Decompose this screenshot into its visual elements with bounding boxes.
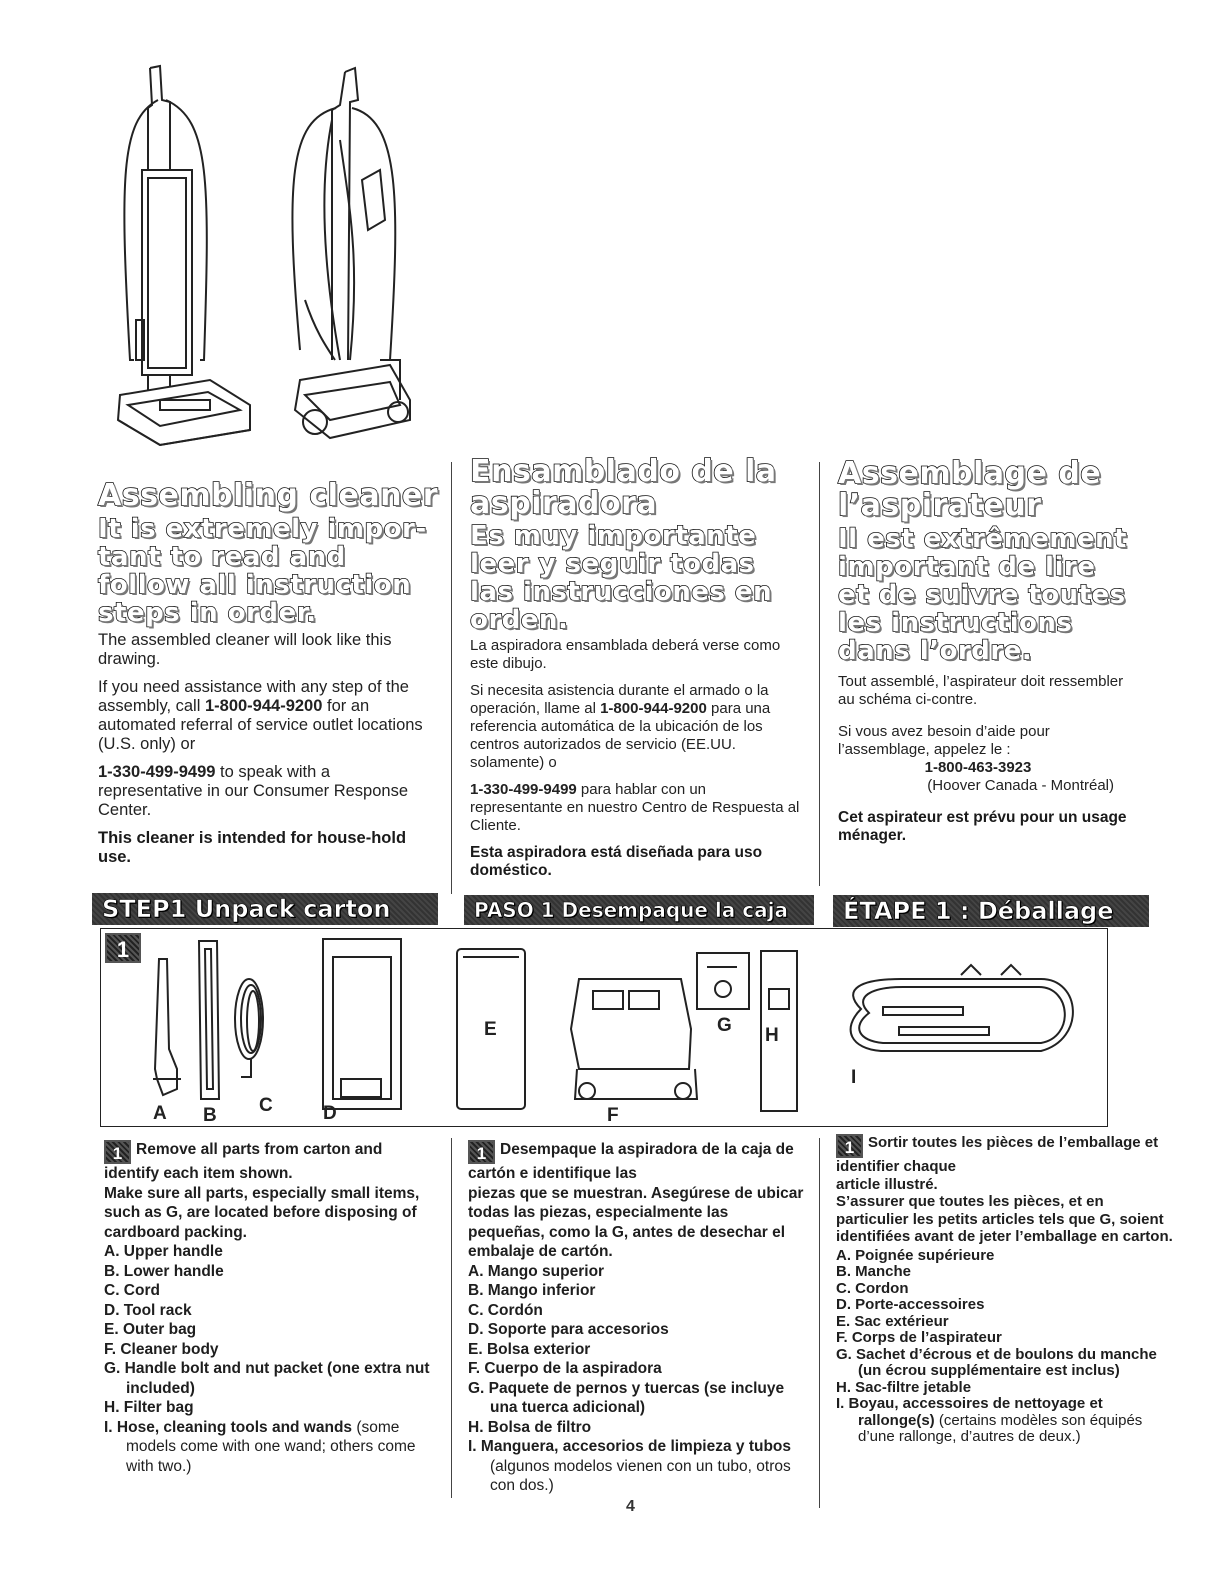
list-item: A. Mango superior <box>468 1262 605 1280</box>
step-1-body: S’assurer que toutes les pièces, et en particulier les petits articles tels que G, soient identifiées avant de jeter l’emballage en carton. <box>836 1193 1173 1245</box>
column-divider <box>451 1138 452 1498</box>
spanish-step-1 <box>468 1140 806 1496</box>
step-1-header-spanish: PASO 1 Desempaque la caja <box>464 895 814 925</box>
parts-list <box>104 1242 439 1476</box>
part-label-g: G <box>717 1015 732 1036</box>
spanish-intro <box>470 456 800 889</box>
english-paragraph: If you need assistance with any step of the assembly, call 1-800-944-9200 for an automated referral of service outlet locations (U.S. only) or <box>98 678 423 753</box>
step-1-header-french: ÉTAPE 1 : Déballage <box>833 895 1149 927</box>
step-number-badge: 1 <box>105 933 141 963</box>
step-number-badge: 1 <box>104 1140 131 1164</box>
page-number: 4 <box>626 1498 635 1515</box>
spanish-paragraph: Si necesita asistencia durante el armado o la operación, llame al 1-800-944-9200 para una referencia automática de la ubicación de los centros autorizados de servicio (EE.UU. solamente) o <box>470 682 771 771</box>
phone-number: 1-330-499-9499 <box>98 763 216 781</box>
list-item: I. Hose, cleaning tools and wands (some models come with one wand; others come with two.) <box>104 1418 416 1475</box>
step-number-badge: 1 <box>836 1134 863 1158</box>
list-item: F. Corps de l’aspirateur <box>836 1329 1002 1346</box>
list-item: H. Filter bag <box>104 1399 194 1416</box>
french-paragraph: Si vous avez besoin d’aide pour l’assemblage, appelez le : 1-800-463-3923 (Hoover Canada - Montréal) <box>838 723 1128 795</box>
list-item: A. Upper handle <box>104 1243 223 1260</box>
list-item: F. Cleaner body <box>104 1340 219 1358</box>
spanish-paragraph: La aspiradora ensamblada deberá verse como este dibujo. <box>470 637 781 672</box>
spanish-subtitle: Es muy importante leer y seguir todas las instrucciones en orden. <box>470 521 773 635</box>
list-item: G. Handle bolt and nut packet (one extra nut included) <box>104 1360 430 1397</box>
part-label-d: D <box>323 1103 337 1124</box>
list-item: B. Mango inferior <box>468 1282 596 1299</box>
list-item: C. Cordon <box>836 1279 909 1297</box>
list-item: F. Cuerpo de la aspiradora <box>468 1360 662 1377</box>
english-intro <box>98 480 438 876</box>
list-item: H. Bolsa de filtro <box>468 1418 592 1436</box>
list-item: H. Sac-filtre jetable <box>836 1378 972 1396</box>
step-1-body: article illustré. <box>836 1175 938 1193</box>
part-label-e: E <box>484 1019 497 1040</box>
list-item: C. Cord <box>104 1282 160 1299</box>
parts-list <box>468 1262 806 1496</box>
spanish-paragraph: 1-330-499-9499 para hablar con un representante en nuestro Centro de Respuesta al Cliente. <box>470 781 800 834</box>
part-label-i: I <box>851 1067 857 1088</box>
column-divider <box>819 1138 820 1508</box>
list-item: A. Poignée supérieure <box>836 1246 995 1264</box>
step-1-lead: 1 Sortir toutes les pièces de l’emballage et identifier chaque <box>836 1134 1159 1175</box>
household-use-note: Cet aspirateur est prévu pour un usage ménager. <box>838 809 1127 844</box>
spanish-title: Ensamblado de la aspiradora <box>470 454 777 521</box>
phone-number: 1-330-499-9499 <box>470 781 577 798</box>
part-label-h: H <box>765 1025 779 1046</box>
list-item: I. Manguera, accesorios de limpieza y tubos (algunos modelos vienen con un tubo, otros con dos.) <box>468 1438 792 1494</box>
parts-figure <box>100 928 1108 1127</box>
assembled-cleaner-illustration <box>100 60 440 455</box>
household-use-note: This cleaner is intended for house-hold use. <box>98 829 407 866</box>
part-label-b: B <box>203 1105 217 1126</box>
phone-number: 1-800-463-3923 <box>924 759 1032 776</box>
french-subtitle: Il est extrêmement important de lire et de suivre toutes les instructions dans l’ordre. <box>838 524 1127 666</box>
list-item: E. Bolsa exterior <box>468 1340 591 1358</box>
list-item: B. Lower handle <box>104 1262 224 1280</box>
french-step-1 <box>836 1134 1176 1446</box>
english-paragraph: The assembled cleaner will look like this drawing. <box>98 631 392 668</box>
step-number-badge: 1 <box>468 1140 495 1164</box>
household-use-note: Esta aspiradora está diseñada para uso doméstico. <box>470 844 763 879</box>
part-label-f: F <box>607 1105 619 1126</box>
parts-list <box>836 1248 1176 1446</box>
list-item: I. Boyau, accessoires de nettoyage et rallonge(s) (certains modèles son équipés d’une rallonge, d’autres de deux.) <box>836 1395 1143 1445</box>
part-label-c: C <box>259 1095 273 1116</box>
french-intro <box>838 458 1128 854</box>
french-title: Assemblage de l’aspirateur <box>838 456 1102 523</box>
list-item: G. Sachet d’écrous et de boulons du manche (un écrou supplémentaire est inclus) <box>836 1345 1157 1379</box>
step-1-header-english: STEP1 Unpack carton <box>92 893 438 925</box>
part-label-a: A <box>153 1103 167 1124</box>
list-item: E. Sac extérieur <box>836 1312 949 1330</box>
column-divider <box>451 462 452 894</box>
step-1-body: Make sure all parts, especially small items, such as G, are located before disposing of cardboard packing. <box>104 1184 420 1241</box>
list-item: D. Tool rack <box>104 1301 192 1319</box>
phone-number: 1-800-944-9200 <box>600 700 707 717</box>
list-item: B. Manche <box>836 1263 912 1280</box>
english-title: Assembling cleaner <box>98 478 439 513</box>
list-item: D. Porte-accessoires <box>836 1296 985 1313</box>
phone-number: 1-800-944-9200 <box>204 697 323 715</box>
list-item: D. Soporte para accesorios <box>468 1321 669 1338</box>
list-item: C. Cordón <box>468 1301 543 1319</box>
english-step-1 <box>104 1140 439 1476</box>
step-1-body: piezas que se muestran. Asegúrese de ubicar todas las piezas, especialmente las pequeñas, como la G, antes de desechar el embalaje de cartón. <box>468 1184 804 1260</box>
column-divider <box>819 462 820 886</box>
english-subtitle: It is extremely impor-tant to read and follow all instruction steps in order. <box>98 514 427 628</box>
step-1-lead: 1 Desempaque la aspiradora de la caja de cartón e identifique las <box>468 1141 794 1182</box>
step-1-lead: 1 Remove all parts from carton and identify each item shown. <box>104 1141 383 1182</box>
list-item: G. Paquete de pernos y tuercas (se incluye una tuerca adicional) <box>468 1379 785 1416</box>
english-paragraph: 1-330-499-9499 to speak with a representative in our Consumer Response Center. <box>98 763 408 819</box>
list-item: E. Outer bag <box>104 1321 197 1338</box>
french-paragraph: Tout assemblé, l’aspirateur doit ressembler au schéma ci-contre. <box>838 673 1124 708</box>
parts-drawing <box>101 929 1107 1126</box>
